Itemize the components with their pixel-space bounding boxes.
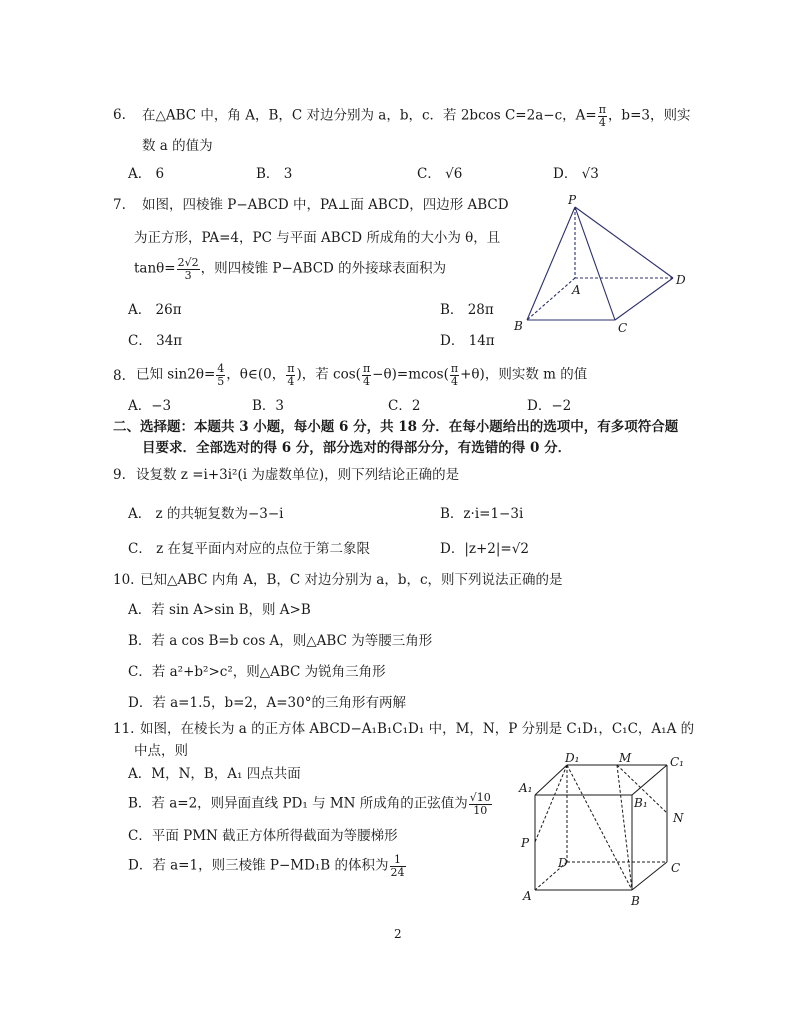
q9-number: 9.	[113, 467, 126, 483]
label-N: N	[673, 811, 684, 825]
q7-option-a: A． 26π	[128, 302, 182, 318]
q11-line1: 如图，在棱长为 a 的正方体 ABCD−A₁B₁C₁D₁ 中，M，N，P 分别是 C₁D₁，C₁C，A₁A 的	[140, 721, 695, 737]
q9-line: 设复数 z =i+3i²(i 为虚数单位)，则下列结论正确的是	[136, 467, 460, 483]
q6-number: 6.	[113, 107, 126, 123]
q9-option-b: B．z·i=1−3i	[440, 506, 524, 522]
q10-option-b: B．若 a cos B=b cos A，则△ABC 为等腰三角形	[128, 633, 433, 649]
label-D: D	[558, 856, 568, 870]
q11-line2: 中点，则	[134, 743, 188, 759]
q10-number: 10.	[113, 572, 135, 588]
q9-option-c: C． z 在复平面内对应的点位于第二象限	[128, 541, 371, 557]
edge-AB	[527, 278, 575, 320]
q7-option-d: D． 14π	[440, 333, 495, 349]
label-C: C	[618, 321, 628, 335]
q6-option-b: B． 3	[256, 166, 293, 182]
label-A1: A₁	[519, 781, 533, 795]
label-P: P	[568, 193, 577, 207]
q8-option-c: C．2	[388, 398, 421, 414]
q6-option-c: C． √6	[417, 166, 463, 182]
edge-PD	[575, 207, 673, 278]
label-A: A	[572, 283, 581, 297]
label-D: D	[676, 273, 686, 287]
q8-option-b: B．3	[252, 398, 285, 414]
q9-option-d: D．|z+2|=√2	[440, 541, 529, 557]
q7-number: 7.	[113, 197, 126, 213]
q8-line: 已知 sin2θ= $\frac{4}{5}$ ，θ∈(0， $\frac{\pi}{4}$ )，若 cos( $\frac{\pi}{4}$ −θ)=mcos( $\frac{\pi}{4}$ +θ)，则实数 m 的值	[136, 362, 588, 388]
q11-number: 11.	[113, 721, 135, 737]
q11-option-b: B．若 a=2，则异面直线 PD₁ 与 MN 所成角的正弦值为 $\frac{√10}{10}$	[128, 791, 491, 817]
cube-figure	[515, 750, 695, 910]
label-M: M	[619, 751, 632, 765]
q10-line: 已知△ABC 内角 A，B，C 对边分别为 a，b，c，则下列说法正确的是	[140, 572, 563, 588]
q11-option-d: D．若 a=1，则三棱锥 P−MD₁B 的体积为 $\frac{1}{24}$	[128, 853, 405, 879]
q6-option-a: A． 6	[128, 166, 165, 182]
q11-option-a: A．M，N，B，A₁ 四点共面	[128, 766, 301, 782]
section2-line2: 目要求．全部选对的得 6 分，部分选对的得部分分，有选错的得 0 分．	[142, 440, 572, 456]
q10-option-a: A．若 sin A>sin B，则 A>B	[128, 602, 311, 618]
q6-line2: 数 a 的值为	[142, 138, 213, 154]
q8-option-d: D．−2	[527, 398, 572, 414]
pyramid-figure	[505, 190, 695, 340]
edge-PC	[575, 207, 615, 320]
q9-option-a: A． z 的共轭复数为−3−i	[128, 506, 284, 522]
label-P: P	[521, 836, 530, 850]
q7-line1: 如图，四棱锥 P−ABCD 中，PA⊥面 ABCD，四边形 ABCD	[142, 197, 509, 213]
q7-line3: tanθ= $\frac{2√2}{3}$ ，则四棱锥 P−ABCD 的外接球表面积为	[134, 256, 447, 282]
label-B: B	[514, 319, 523, 333]
edge-PB	[527, 207, 575, 320]
q7-line2: 为正方形，PA=4，PC 与平面 ABCD 所成角的大小为 θ，且	[134, 230, 501, 246]
label-D1: D₁	[565, 751, 580, 765]
q10-option-c: C．若 a²+b²>c²，则△ABC 为锐角三角形	[128, 664, 386, 680]
label-A: A	[523, 889, 532, 903]
q7-option-b: B． 28π	[440, 302, 494, 318]
label-B: B	[631, 894, 640, 908]
q10-option-d: D．若 a=1.5，b=2，A=30°的三角形有两解	[128, 695, 406, 711]
q7-option-c: C． 34π	[128, 333, 183, 349]
edge-CD	[615, 278, 673, 320]
section2-line1: 二、选择题：本题共 3 小题，每小题 6 分，共 18 分．在每小题给出的选项中，有多项符合题	[113, 419, 679, 435]
label-C1: C₁	[670, 755, 684, 769]
q6-line1: 在△ABC 中，角 A，B，C 对边分别为 a，b，c．若 2bcos C=2a−c，A= $\frac{\pi}{4}$ ，b=3，则实	[142, 103, 691, 129]
q11-option-c: C．平面 PMN 截正方体所得截面为等腰梯形	[128, 828, 398, 844]
label-C: C	[671, 861, 681, 875]
page-number: 2	[394, 927, 402, 941]
q8-number: 8.	[113, 368, 126, 384]
q6-option-d: D． √3	[553, 166, 599, 182]
q8-option-a: A．−3	[128, 398, 172, 414]
label-B1: B₁	[634, 796, 648, 810]
